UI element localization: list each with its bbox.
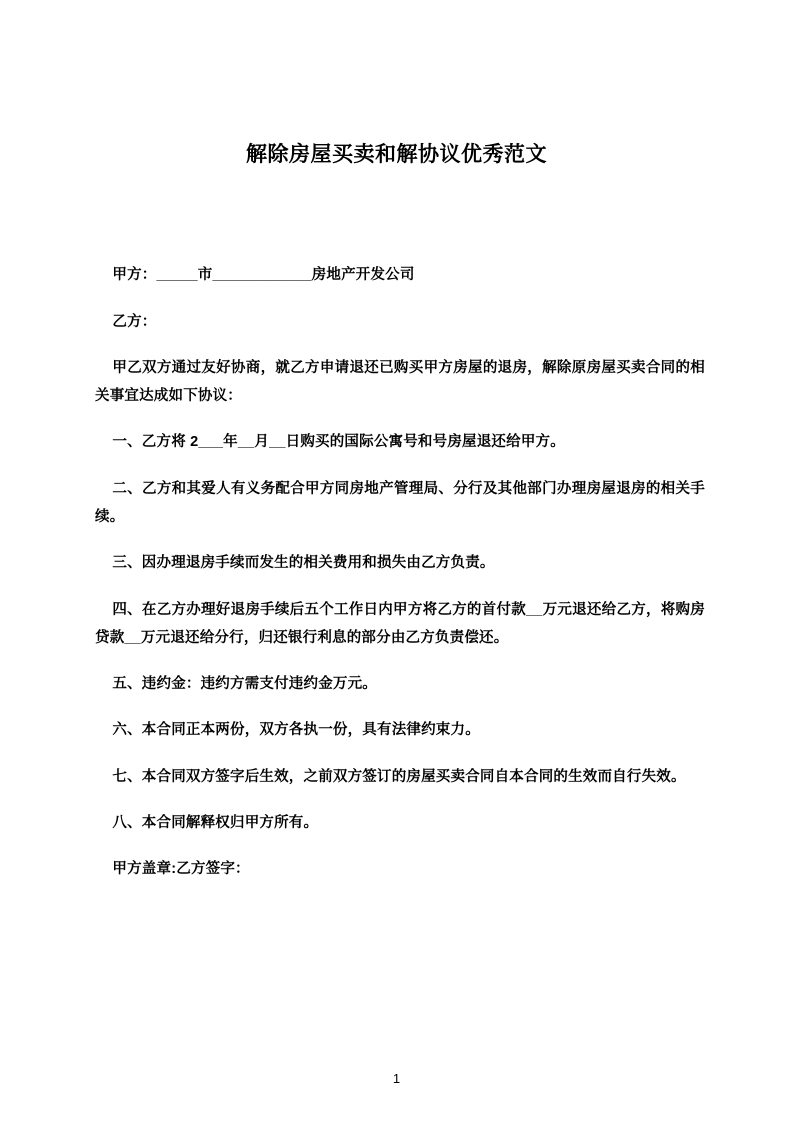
paragraph-clause-3: 三、因办理退房手续而发生的相关费用和损失由乙方负责。 (112, 555, 495, 572)
paragraph-party-a: 甲方：_____市____________房地产开发公司 (112, 267, 415, 284)
paragraph-signature-line: 甲方盖章:乙方签字： (112, 861, 250, 878)
page-number: 1 (392, 1071, 401, 1086)
paragraph-clause-2: 二、乙方和其爱人有义务配合甲方同房地产管理局、分行及其他部门办理房屋退房的相关手续。 (95, 480, 705, 525)
paragraph-party-b: 乙方： (112, 313, 157, 330)
paragraph-clause-1: 一、乙方将 2___年__月__日购买的国际公寓号和号房屋退还给甲方。 (112, 434, 565, 451)
paragraph-clause-6: 六、本合同正本两份，双方各执一份，具有法律约束力。 (112, 722, 480, 739)
paragraph-clause-7: 七、本合同双方签字后生效，之前双方签订的房屋买卖合同自本合同的生效而自行失效。 (112, 768, 686, 785)
paragraph-clause-4: 四、在乙方办理好退房手续后五个工作日内甲方将乙方的首付款__万元退还给乙方，将购房贷款__万元退还给分行，归还银行利息的部分由乙方负责偿还。 (95, 601, 705, 646)
document-body (0, 261, 793, 883)
page-title: 解除房屋买卖和解协议优秀范文 (246, 143, 547, 166)
paragraph-clause-5: 五、违约金：违约方需支付违约金万元。 (112, 676, 377, 693)
paragraph-clause-8: 八、本合同解释权归甲方所有。 (112, 814, 319, 831)
paragraph-preamble: 甲乙双方通过友好协商，就乙方申请退还已购买甲方房屋的退房，解除原房屋买卖合同的相关事宜达成如下协议： (95, 359, 705, 405)
